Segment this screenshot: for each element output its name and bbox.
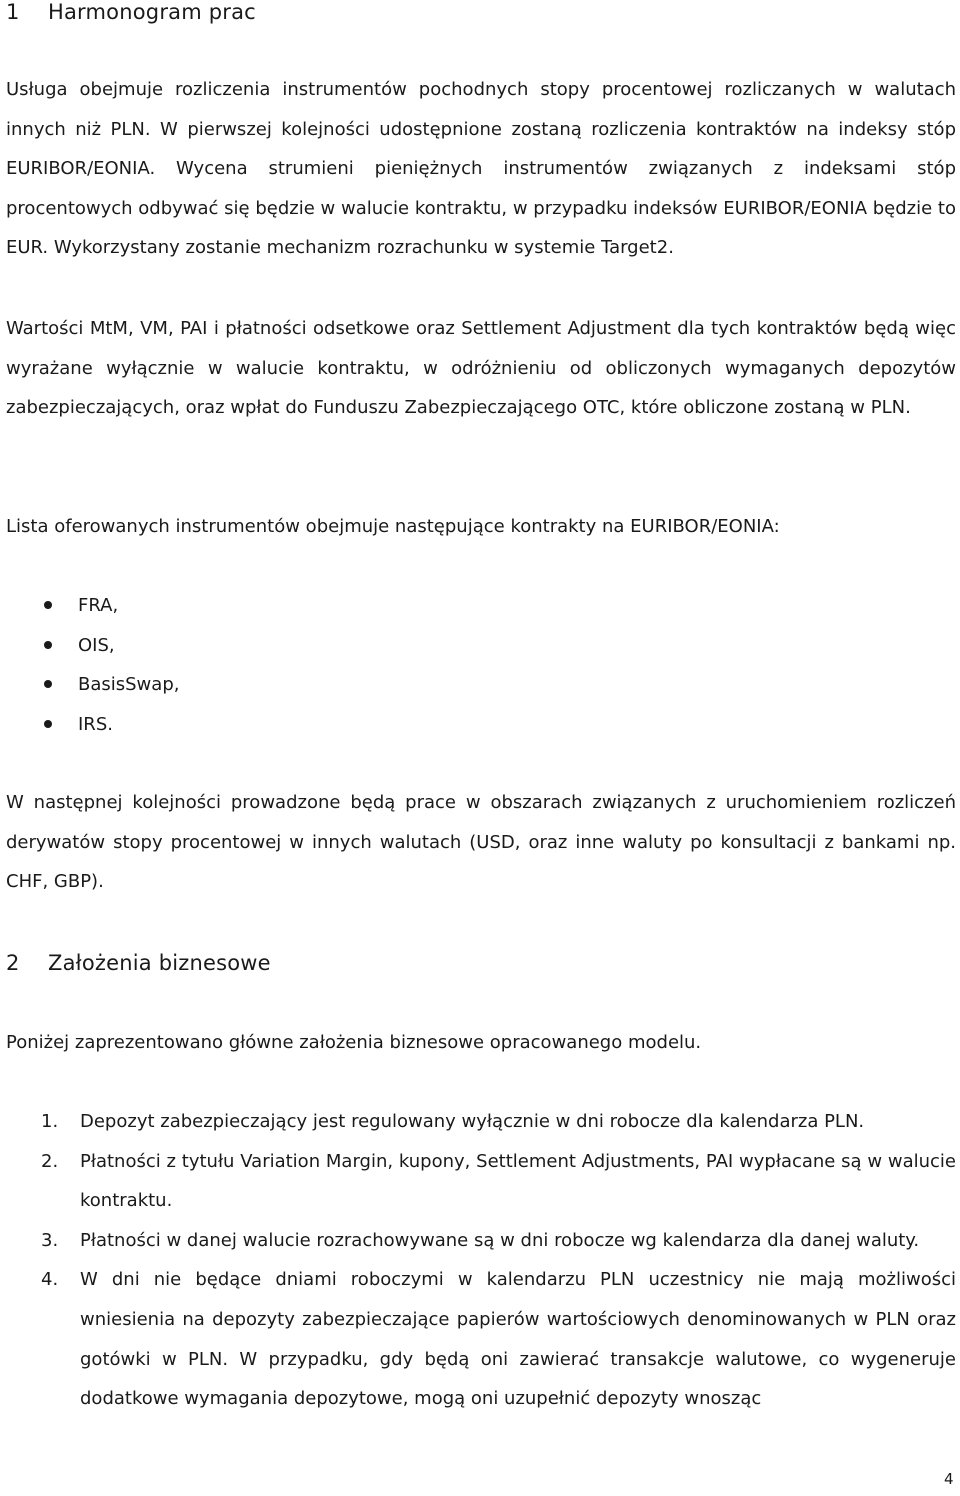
list-item: 1. Depozyt zabezpieczający jest regulowany wyłącznie w dni robocze dla kalendarza PLN. [6,1102,956,1142]
list-number: 4. [41,1269,59,1291]
paragraph-next-steps: W następnej kolejności prowadzone będą prace w obszarach związanych z uruchomieniem rozliczeń derywatów stopy procentowej w innych walutach (USD, oraz inne waluty po konsultacji z bankami np. CHF, GBP). [6,792,956,893]
paragraph-assumptions-intro: Poniżej zaprezentowano główne założenia biznesowe opracowanego modelu. [6,1032,702,1053]
bullet-icon [44,641,52,649]
assumptions-numbered-list [6,1102,956,1419]
paragraph-service-scope: Usługa obejmuje rozliczenia instrumentów pochodnych stopy procentowej rozliczanych w walutach innych niż PLN. W pierwszej kolejności udostępnione zostaną rozliczenia kontraktów na indeksy stóp EURIBOR/EONIA. Wycena strumieni pieniężnych instrumentów związanych z indeksami stóp procentowych odbywać się będzie w walucie kontraktu, w przypadku indeksów EURIBOR/EONIA będzie to EUR. Wykorzystany zostanie mechanizm rozrachunku w systemie Target2. [6,79,956,259]
paragraph-values-currency: Wartości MtM, VM, PAI i płatności odsetkowe oraz Settlement Adjustment dla tych kontraktów będą więc wyrażane wyłącznie w walucie kontraktu, w odróżnieniu od obliczonych wymaganych depozytów zabezpieczających, oraz wpłat do Funduszu Zabezpieczającego OTC, które obliczone zostaną w PLN. [6,318,956,419]
section-2-heading [6,951,271,975]
page-number: 4 [944,1470,954,1488]
list-item: BasisSwap, [6,665,956,705]
bullet-icon [44,680,52,688]
list-item: IRS. [6,705,956,745]
instrument-bullet-list [6,586,956,744]
section-2-number: 2 [6,951,20,975]
section-1-number: 1 [6,0,20,24]
list-number: 1. [41,1111,59,1132]
bullet-icon [44,601,52,609]
list-number: 2. [41,1150,59,1172]
list-item: 4. W dni nie będące dniami roboczymi w kalendarzu PLN uczestnicy nie mają możliwości wniesienia na depozyty zabezpieczające papierów wartościowych denominowanych w PLN oraz gotówki w PLN. W przypadku, gdy będą oni zawierać transakcje walutowe, co wygeneruje dodatkowe wymagania depozytowe, mogą oni uzupełnić depozyty wnosząc [6,1260,956,1418]
bullet-icon [44,720,52,728]
list-item: FRA, [6,586,956,626]
list-item: 3. Płatności w danej walucie rozrachowywane są w dni robocze wg kalendarza dla danej waluty. [6,1221,956,1261]
list-number: 3. [41,1229,59,1251]
section-1-heading [6,0,256,24]
section-2-title: Założenia biznesowe [48,951,271,975]
paragraph-instrument-list-intro: Lista oferowanych instrumentów obejmuje następujące kontrakty na EURIBOR/EONIA: [6,516,780,537]
list-item: 2. Płatności z tytułu Variation Margin, kupony, Settlement Adjustments, PAI wypłacane są w walucie kontraktu. [6,1142,956,1221]
section-1-title: Harmonogram prac [48,0,256,24]
list-item: OIS, [6,626,956,666]
